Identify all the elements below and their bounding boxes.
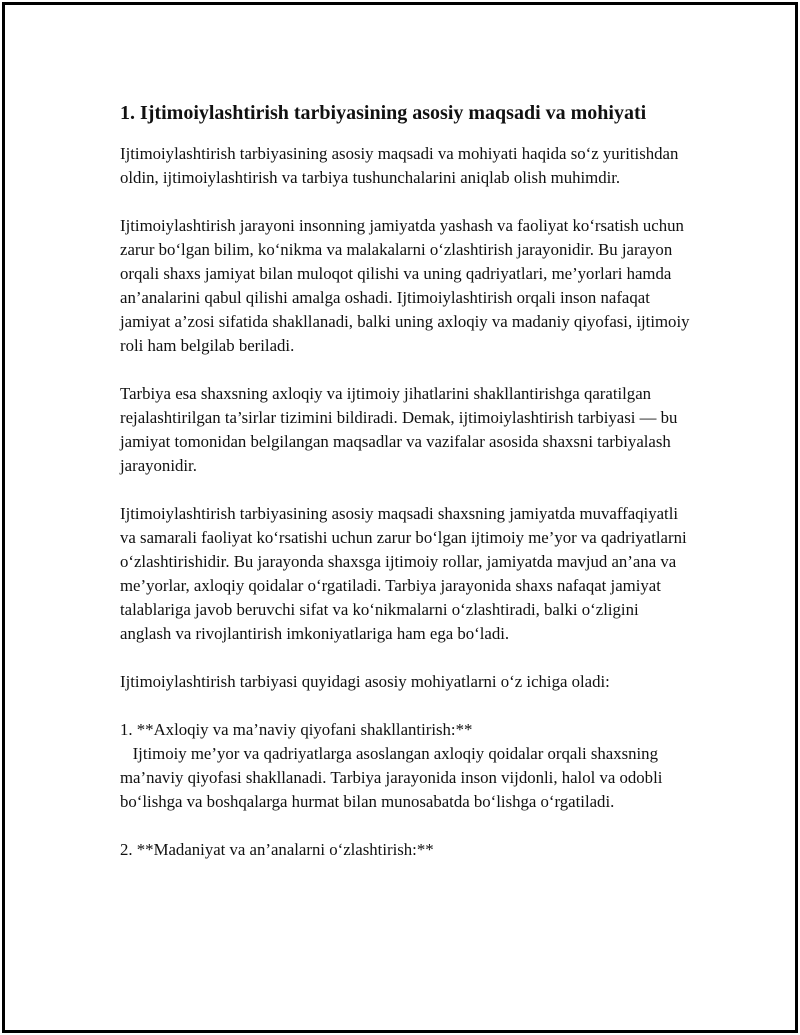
document-content	[120, 100, 692, 862]
list-item-body-moral: Ijtimoiy me’yor va qadriyatlarga asoslangan axloqiy qoidalar orqali shaxsning ma’naviy qiyofasi shakllanadi. Tarbiya jarayonida inson vijdonli, halol va odobli bo‘lishga va boshqalarga hurmat bilan munosabatda bo‘lishga o‘rgatiladi.	[120, 744, 667, 811]
paragraph-intro: Ijtimoiylashtirish tarbiyasining asosiy maqsadi va mohiyati haqida so‘z yuritishdan oldin, ijtimoiylashtirish va tarbiya tushunchalarini aniqlab olish muhimdir.	[120, 144, 683, 187]
paragraph-socialization-process: Ijtimoiylashtirish jarayoni insonning jamiyatda yashash va faoliyat ko‘rsatish uchun zarur bo‘lgan bilim, ko‘nikma va malakalarni o‘zlashtirish jarayonidir. Bu jarayon orqali shaxs jamiyat bilan muloqot qilishi va uning qadriyatlari, me’yorlari hamda an’analarini qabul qilishi amalga oshadi. Ijtimoiylashtirish orqali inson nafaqat jamiyat a’zosi sifatida shakllanadi, balki uning axloqiy va madaniy qiyofasi, ijtimoiy roli ham belgilab beriladi.	[120, 216, 694, 355]
paragraph-essences-intro: Ijtimoiylashtirish tarbiyasi quyidagi asosiy mohiyatlarni o‘z ichiga oladi:	[120, 672, 610, 691]
section-heading: 1. Ijtimoiylashtirish tarbiyasining asosiy maqsadi va mohiyati	[120, 102, 647, 124]
list-item-title-moral: 1. **Axloqiy va ma’naviy qiyofani shakllantirish:**	[120, 720, 473, 739]
list-item-title-culture: 2. **Madaniyat va an’analarni o‘zlashtirish:**	[120, 840, 434, 859]
paragraph-main-goal: Ijtimoiylashtirish tarbiyasining asosiy maqsadi shaxsning jamiyatda muvaffaqiyatli va samarali faoliyat ko‘rsatishi uchun zarur bo‘lgan ijtimoiy me’yor va qadriyatlarni o‘zlashtirishidir. Bu jarayonda shaxsga ijtimoiy rollar, jamiyatda mavjud an’ana va me’yorlar, axloqiy qoidalar o‘rgatiladi. Tarbiya jarayonida shaxs nafaqat jamiyat talablariga javob beruvchi sifat va ko‘nikmalarni o‘zlashtiradi, balki o‘zligini anglash va rivojlantirish imkoniyatlariga ham ega bo‘ladi.	[120, 504, 691, 643]
paragraph-upbringing-definition: Tarbiya esa shaxsning axloqiy va ijtimoiy jihatlarini shakllantirishga qaratilgan rejalashtirilgan ta’sirlar tizimini bildiradi. Demak, ijtimoiylashtirish tarbiyasi — bu jamiyat tomonidan belgilangan maqsadlar va vazifalar asosida shaxsni tarbiyalash jarayonidir.	[120, 384, 682, 475]
document-page	[2, 2, 798, 1033]
